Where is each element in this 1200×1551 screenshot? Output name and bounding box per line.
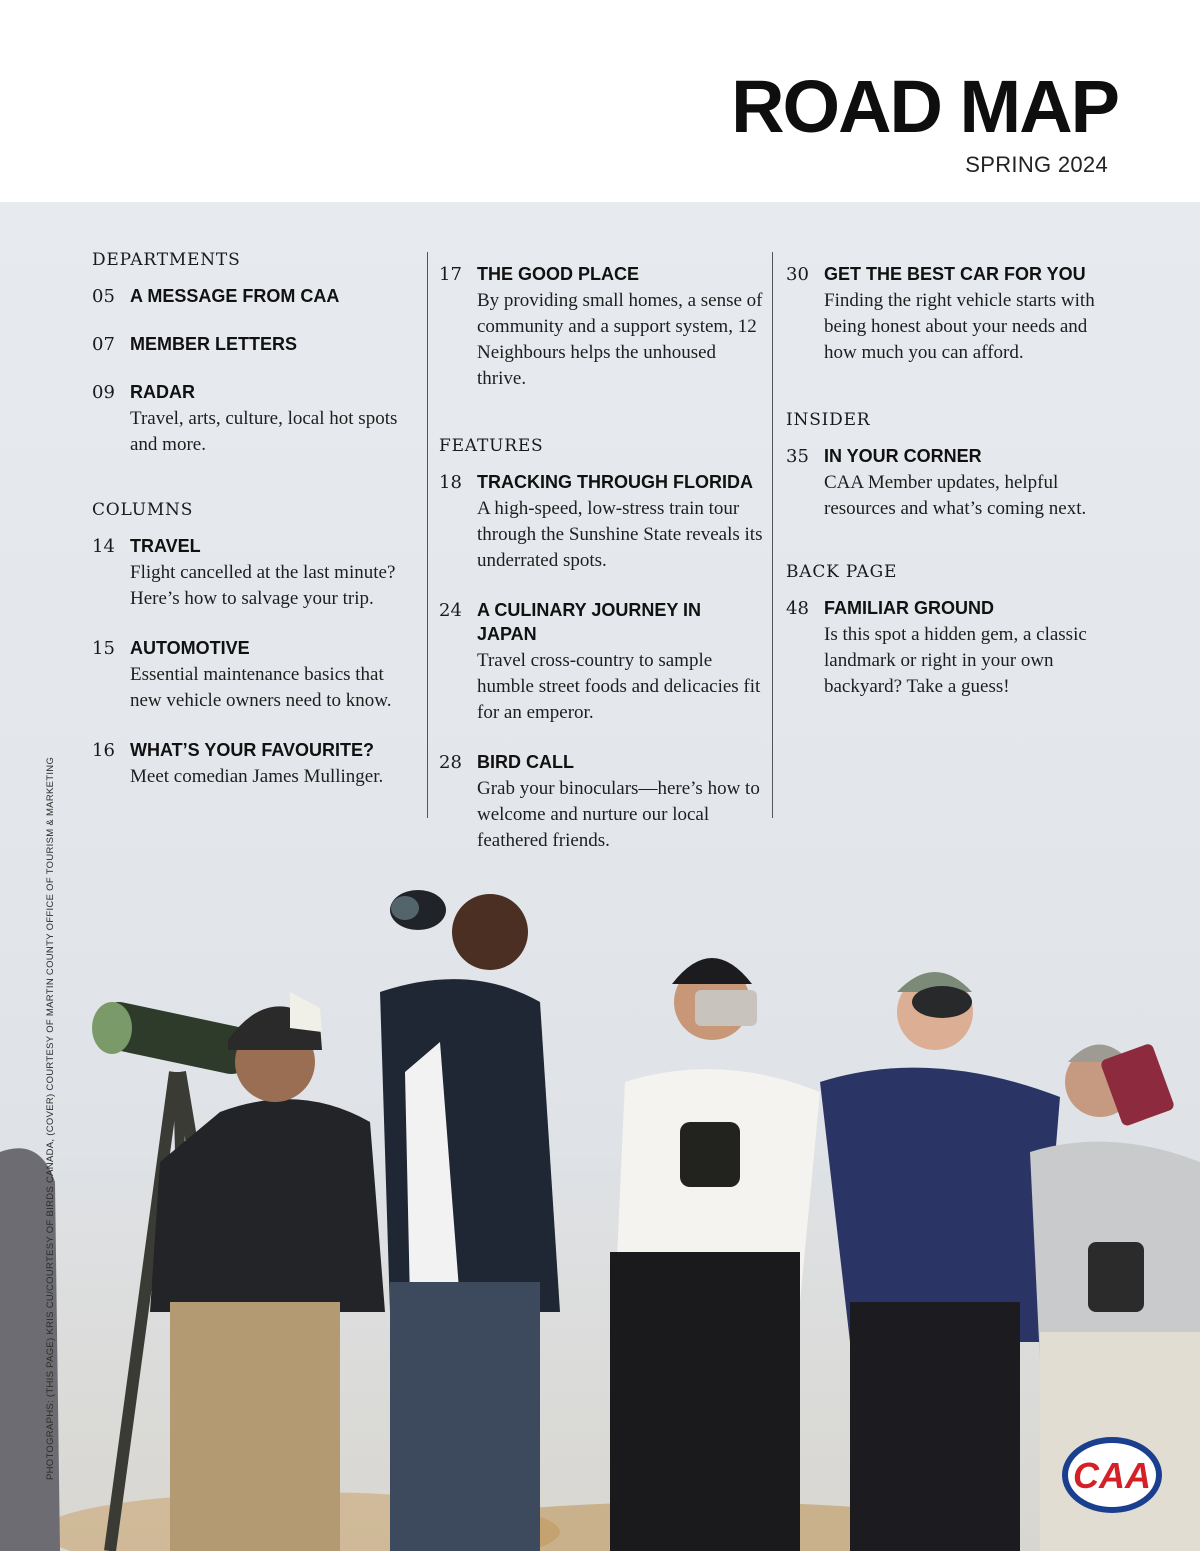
page-number: 18 (439, 472, 462, 493)
entry-description: Travel cross-country to sample humble street foods and delicacies fit for an emperor. (477, 650, 761, 723)
toc-entry[interactable] (439, 470, 764, 574)
entry-title: AUTOMOTIVE (130, 638, 250, 658)
toc-entry[interactable] (92, 534, 417, 612)
section-heading-features: FEATURES (439, 436, 544, 456)
page-number: 24 (439, 600, 462, 621)
entry-title: A CULINARY JOURNEY IN JAPAN (477, 600, 702, 644)
page-number: 48 (786, 598, 809, 619)
logo-text: CAA (1073, 1455, 1151, 1496)
entry-title: TRAVEL (130, 536, 201, 556)
column-divider (427, 252, 428, 818)
toc-entry[interactable] (439, 262, 764, 392)
page-number: 05 (92, 286, 115, 307)
photo-credit: PHOTOGRAPHS: (THIS PAGE) KRIS CU/COURTESY OF BIRDS CANADA, (COVER) COURTESY OF MARTIN COUNTY OFFICE OF TOURISM & MARKETING (45, 756, 56, 1480)
issue-date: SPRING 2024 (965, 152, 1108, 177)
entry-description: Essential maintenance basics that new vehicle owners need to know. (130, 664, 392, 711)
section-heading-back-page: BACK PAGE (786, 562, 898, 582)
toc-column-3 (786, 262, 1116, 724)
page-number: 30 (786, 264, 809, 285)
entry-description: Flight cancelled at the last minute? Here’s how to salvage your trip. (130, 562, 396, 609)
section-heading-departments: DEPARTMENTS (92, 250, 241, 270)
section-heading-columns: COLUMNS (92, 500, 194, 520)
toc-entry[interactable] (92, 284, 417, 308)
entry-description: Travel, arts, culture, local hot spots and more. (130, 408, 398, 455)
toc-entry[interactable] (92, 380, 417, 458)
entry-title: MEMBER LETTERS (130, 334, 298, 354)
entry-description: By providing small homes, a sense of community and a support system, 12 Neighbours helps the unhoused thrive. (477, 290, 763, 389)
toc-entry[interactable] (786, 444, 1116, 522)
section-heading-insider: INSIDER (786, 410, 871, 430)
entry-description: Meet comedian James Mullinger. (130, 766, 384, 787)
column-divider (772, 252, 773, 818)
toc-entry[interactable] (92, 738, 417, 790)
entry-title: IN YOUR CORNER (824, 446, 982, 466)
toc-entry[interactable] (92, 636, 417, 714)
caa-logo-icon (1060, 1435, 1164, 1515)
entry-title: WHAT’S YOUR FAVOURITE? (130, 740, 375, 760)
toc-entry[interactable] (439, 750, 764, 854)
toc-entry[interactable] (92, 332, 417, 356)
entry-title: GET THE BEST CAR FOR YOU (824, 264, 1086, 284)
caa-logo (1060, 1435, 1164, 1515)
page-header (0, 0, 1200, 202)
entry-description: Is this spot a hidden gem, a classic landmark or right in your own backyard? Take a guess! (824, 624, 1087, 697)
toc-entry[interactable] (786, 262, 1116, 366)
page-number: 14 (92, 536, 115, 557)
page-title: ROAD MAP (731, 65, 1118, 148)
entry-description: CAA Member updates, helpful resources and what’s coming next. (824, 472, 1087, 519)
entry-description: A high-speed, low-stress train tour through the Sunshine State reveals its underrated spots. (477, 498, 763, 571)
entry-description: Grab your binoculars—here’s how to welcome and nurture our local feathered friends. (477, 778, 760, 851)
toc-entry[interactable] (786, 596, 1116, 700)
toc-column-2 (439, 262, 764, 878)
entry-title: TRACKING THROUGH FLORIDA (477, 472, 753, 492)
entry-title: FAMILIAR GROUND (824, 598, 994, 618)
toc-column-1 (92, 250, 417, 814)
entry-title: BIRD CALL (477, 752, 574, 772)
entry-description: Finding the right vehicle starts with being honest about your needs and how much you can afford. (824, 290, 1095, 363)
page-number: 28 (439, 752, 462, 773)
toc-entry[interactable] (439, 598, 764, 726)
page-number: 07 (92, 334, 115, 355)
page-number: 16 (92, 740, 115, 761)
page-number: 15 (92, 638, 115, 659)
page-number: 35 (786, 446, 809, 467)
entry-title: THE GOOD PLACE (477, 264, 640, 284)
page-number: 09 (92, 382, 115, 403)
entry-title: RADAR (130, 382, 195, 402)
page-number: 17 (439, 264, 462, 285)
entry-title: A MESSAGE FROM CAA (130, 286, 340, 306)
